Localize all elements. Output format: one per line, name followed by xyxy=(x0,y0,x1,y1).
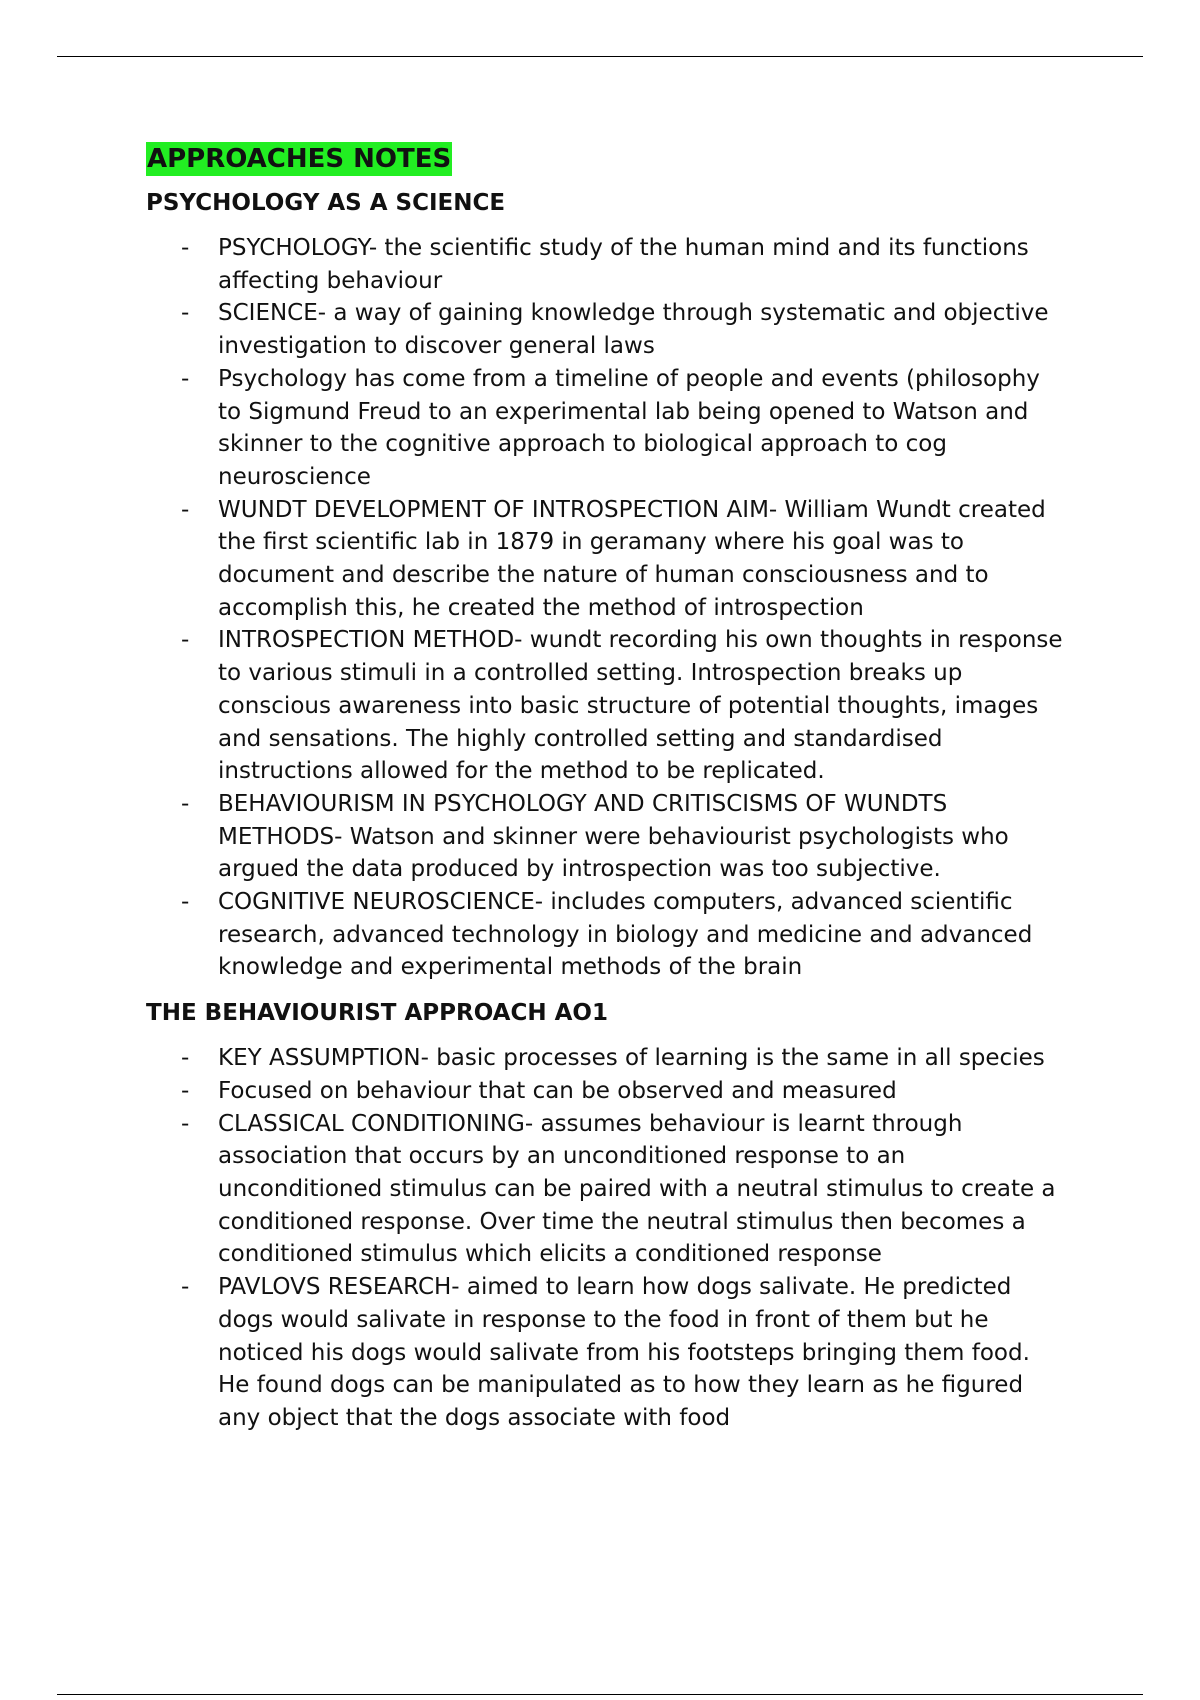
list-item-text: BEHAVIOURISM IN PSYCHOLOGY AND CRITISCISMS OF WUNDTS METHODS- Watson and skinner were behaviourist psychologists who argued the data produced by introspection was too subjective. xyxy=(218,790,1009,883)
list-item xyxy=(146,494,1066,625)
header-rule xyxy=(57,56,1143,57)
bullet-dash: - xyxy=(181,889,190,916)
list-item-text: Focused on behaviour that can be observed and measured xyxy=(218,1077,897,1104)
bullet-dash: - xyxy=(181,790,190,817)
list-item-text: PSYCHOLOGY- the scientific study of the human mind and its functions affecting behaviour xyxy=(218,235,1029,294)
bullet-list-behaviourist-approach xyxy=(146,1042,1066,1434)
bullet-dash: - xyxy=(181,627,190,654)
list-item-text: COGNITIVE NEUROSCIENCE- includes computers, advanced scientific research, advanced technology in biology and medicine and advanced knowledge and experimental methods of the brain xyxy=(218,889,1033,981)
list-item-text: PAVLOVS RESEARCH- aimed to learn how dogs salivate. He predicted dogs would salivate in response to the food in front of them but he noticed his dogs would salivate from his footsteps bringing them food. He found dogs can be manipulated as to how they learn as he figured any object that the dogs associate with food xyxy=(218,1274,1030,1431)
list-item-text: INTROSPECTION METHOD- wundt recording his own thoughts in response to various stimuli in a controlled setting. Introspection breaks up conscious awareness into basic structure of potential thoughts, images and sensations. The highly controlled setting and standardised instructions allowed for the method to be replicated. xyxy=(218,627,1063,785)
list-item-text: CLASSICAL CONDITIONING- assumes behaviour is learnt through association that occurs by an unconditioned response to an unconditioned stimulus can be paired with a neutral stimulus to create a conditioned response. Over time the neutral stimulus then becomes a conditioned stimulus which elicits a conditioned response xyxy=(218,1110,1056,1268)
bullet-dash: - xyxy=(181,1274,190,1301)
bullet-dash: - xyxy=(181,235,190,261)
list-item-text: SCIENCE- a way of gaining knowledge through systematic and objective investigation to discover general laws xyxy=(218,300,1049,360)
bullet-dash: - xyxy=(181,300,190,327)
bullet-dash: - xyxy=(181,496,190,523)
list-item xyxy=(146,297,1066,362)
bullet-dash: - xyxy=(181,1045,190,1072)
list-item xyxy=(146,1042,1066,1075)
list-item xyxy=(146,886,1066,984)
list-item-text: Psychology has come from a timeline of people and events (philosophy to Sigmund Freud to an experimental lab being opened to Watson and skinner to the cognitive approach to biological approach to cog neuroscience xyxy=(218,365,1040,490)
section-heading-behaviourist-approach: THE BEHAVIOURIST APPROACH AO1 xyxy=(146,1000,608,1027)
footer-rule xyxy=(57,1694,1143,1695)
list-item-text: WUNDT DEVELOPMENT OF INTROSPECTION AIM- William Wundt created the first scientific lab in 1879 in geramany where his goal was to document and describe the nature of human consciousness and to accomplish this, he created the method of introspection xyxy=(218,496,1046,621)
list-item-text: KEY ASSUMPTION- basic processes of learning is the same in all species xyxy=(218,1045,1045,1072)
bullet-dash: - xyxy=(181,365,190,392)
list-item xyxy=(146,788,1066,886)
section-heading-psychology-as-science: PSYCHOLOGY AS A SCIENCE xyxy=(146,190,506,216)
document-title: APPROACHES NOTES xyxy=(147,144,452,174)
list-item xyxy=(146,232,1066,297)
bullet-dash: - xyxy=(181,1110,190,1137)
bullet-dash: - xyxy=(181,1077,190,1104)
list-item xyxy=(146,363,1066,494)
list-item xyxy=(146,1271,1066,1435)
list-item xyxy=(146,1108,1066,1272)
list-item xyxy=(146,1075,1066,1108)
bullet-list-psychology-as-science xyxy=(146,232,1066,984)
document-body xyxy=(146,142,1066,1435)
list-item xyxy=(146,624,1066,788)
